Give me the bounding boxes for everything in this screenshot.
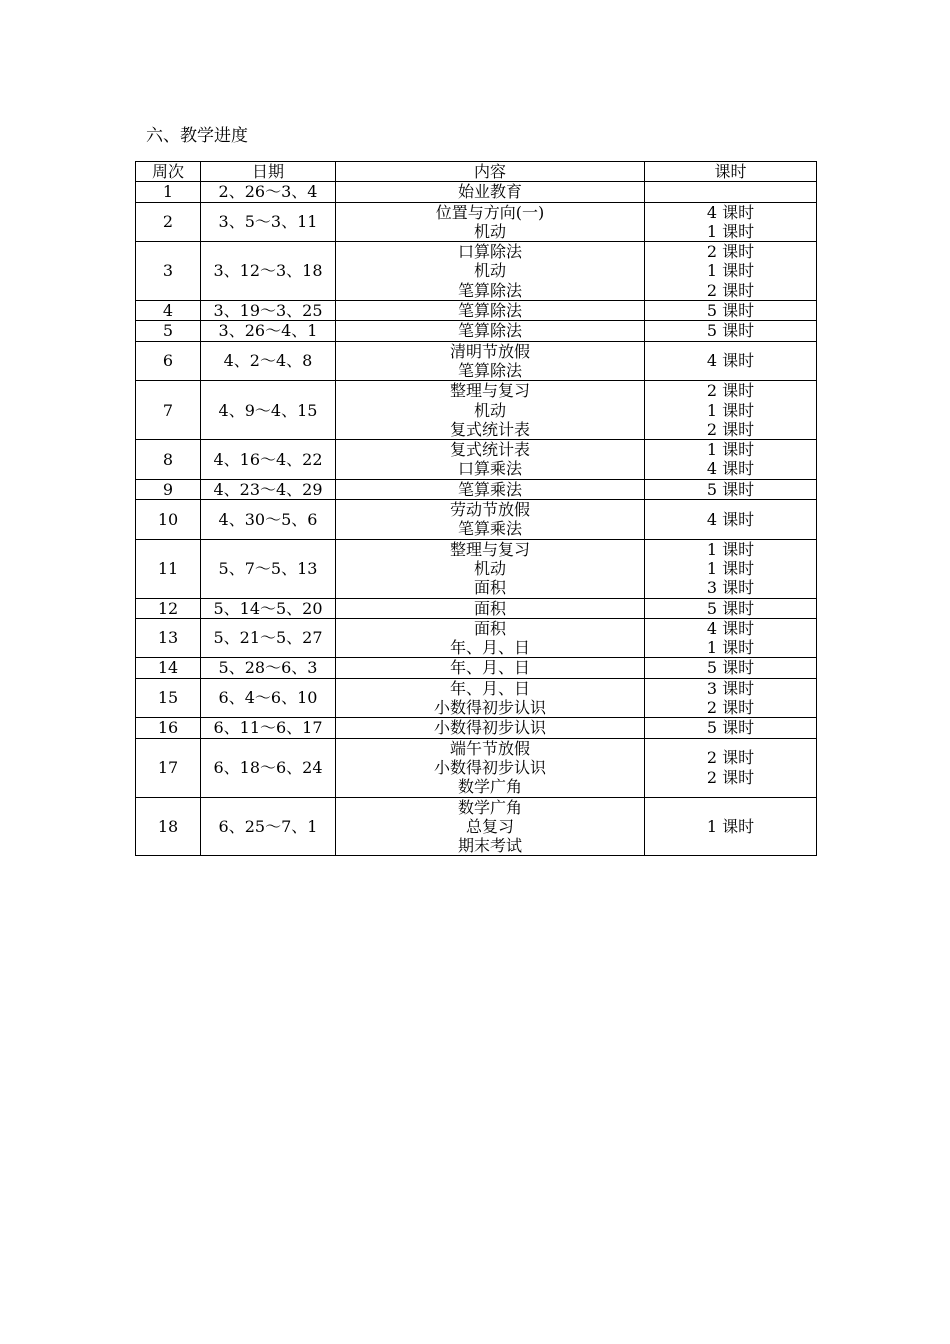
hours-line: 4 课时 — [706, 459, 755, 479]
content-line: 年、月、日 — [449, 658, 530, 678]
hours-line: 2 课时 — [706, 419, 755, 439]
hours-cell — [645, 242, 817, 301]
content-cell — [336, 321, 645, 341]
content-line: 笔算除法 — [457, 360, 522, 380]
content-cell — [336, 678, 645, 718]
content-line: 整理与复习 — [449, 381, 530, 401]
hours-cell — [645, 718, 817, 738]
date-cell: 3、12～3、18 — [201, 242, 336, 301]
hours-cell — [645, 797, 817, 856]
hours-line: 4 课时 — [706, 351, 755, 371]
date-cell: 4、16～4、22 — [201, 440, 336, 480]
content-cell — [336, 182, 645, 202]
hours-line: 2 课时 — [706, 381, 755, 401]
week-cell: 6 — [136, 341, 201, 381]
hours-cell — [645, 321, 817, 341]
content-cell — [336, 598, 645, 618]
content-cell — [336, 242, 645, 301]
content-line: 劳动节放假 — [449, 500, 530, 520]
table-row — [136, 301, 817, 321]
table-row — [136, 182, 817, 202]
content-cell — [336, 479, 645, 499]
date-cell: 3、19～3、25 — [201, 301, 336, 321]
hours-cell — [645, 381, 817, 440]
content-line: 端午节放假 — [449, 738, 530, 758]
date-cell: 4、9～4、15 — [201, 381, 336, 440]
content-line: 面积 — [473, 598, 506, 618]
hours-line: 3 课时 — [706, 578, 755, 598]
hours-cell — [645, 678, 817, 718]
content-line: 清明节放假 — [449, 341, 530, 361]
hours-line: 5 课时 — [706, 718, 755, 738]
content-line: 面积 — [473, 578, 506, 598]
table-header-row — [136, 162, 817, 182]
table-row — [136, 618, 817, 658]
header-date: 日期 — [201, 162, 336, 182]
date-cell: 2、26～3、4 — [201, 182, 336, 202]
week-cell: 2 — [136, 202, 201, 242]
week-cell: 9 — [136, 479, 201, 499]
content-cell — [336, 738, 645, 797]
date-cell: 5、21～5、27 — [201, 618, 336, 658]
hours-line: 4 课时 — [706, 202, 755, 222]
header-content: 内容 — [336, 162, 645, 182]
hours-line: 2 课时 — [706, 698, 755, 718]
date-cell: 3、5～3、11 — [201, 202, 336, 242]
table-row — [136, 381, 817, 440]
week-cell: 5 — [136, 321, 201, 341]
content-line: 笔算乘法 — [457, 479, 522, 499]
week-cell: 18 — [136, 797, 201, 856]
content-line: 始业教育 — [457, 182, 522, 202]
hours-line: 2 课时 — [706, 748, 755, 768]
content-cell — [336, 381, 645, 440]
table-row — [136, 797, 817, 856]
hours-cell — [645, 618, 817, 658]
content-line: 复式统计表 — [449, 419, 530, 439]
table-body — [136, 182, 817, 856]
content-line: 期末考试 — [457, 836, 522, 856]
hours-line: 4 课时 — [706, 509, 755, 529]
content-line: 笔算乘法 — [457, 519, 522, 539]
week-cell: 4 — [136, 301, 201, 321]
date-cell: 3、26～4、1 — [201, 321, 336, 341]
hours-cell — [645, 658, 817, 678]
table-row — [136, 440, 817, 480]
hours-line: 5 课时 — [706, 479, 755, 499]
week-cell: 10 — [136, 500, 201, 540]
content-line: 年、月、日 — [449, 678, 530, 698]
hours-line: 1 课时 — [706, 221, 755, 241]
hours-line: 2 课时 — [706, 242, 755, 262]
week-cell: 1 — [136, 182, 201, 202]
content-line: 机动 — [473, 400, 506, 420]
table-row — [136, 738, 817, 797]
content-line: 总复习 — [465, 816, 514, 836]
hours-cell — [645, 479, 817, 499]
date-cell: 5、7～5、13 — [201, 539, 336, 598]
content-line: 小数得初步认识 — [433, 698, 546, 718]
content-line: 复式统计表 — [449, 440, 530, 460]
hours-line: 1 课时 — [706, 261, 755, 281]
hours-line: 5 课时 — [706, 658, 755, 678]
hours-line: 5 课时 — [706, 598, 755, 618]
table-row — [136, 658, 817, 678]
content-cell — [336, 618, 645, 658]
table-row — [136, 718, 817, 738]
page-title: 六、教学进度 — [146, 126, 248, 146]
date-cell: 6、18～6、24 — [201, 738, 336, 797]
hours-cell — [645, 440, 817, 480]
table-row — [136, 341, 817, 381]
content-line: 年、月、日 — [449, 638, 530, 658]
week-cell: 17 — [136, 738, 201, 797]
hours-cell — [645, 539, 817, 598]
content-line: 笔算除法 — [457, 301, 522, 321]
hours-line: 5 课时 — [706, 301, 755, 321]
hours-cell — [645, 738, 817, 797]
week-cell: 12 — [136, 598, 201, 618]
header-hours: 课时 — [645, 162, 817, 182]
header-week: 周次 — [136, 162, 201, 182]
hours-line: 4 课时 — [706, 618, 755, 638]
content-line: 数学广角 — [457, 777, 522, 797]
table-row — [136, 678, 817, 718]
hours-cell — [645, 598, 817, 618]
date-cell: 5、28～6、3 — [201, 658, 336, 678]
content-line: 口算除法 — [457, 242, 522, 262]
date-cell: 6、11～6、17 — [201, 718, 336, 738]
hours-cell — [645, 341, 817, 381]
table-row — [136, 202, 817, 242]
content-cell — [336, 718, 645, 738]
content-line: 笔算除法 — [457, 321, 522, 341]
content-line: 数学广角 — [457, 797, 522, 817]
date-cell: 4、30～5、6 — [201, 500, 336, 540]
date-cell: 5、14～5、20 — [201, 598, 336, 618]
hours-line: 1 课时 — [706, 816, 755, 836]
hours-line: 1 课时 — [706, 539, 755, 559]
date-cell: 4、23～4、29 — [201, 479, 336, 499]
hours-line: 2 课时 — [706, 280, 755, 300]
week-cell: 16 — [136, 718, 201, 738]
content-cell — [336, 341, 645, 381]
content-cell — [336, 658, 645, 678]
content-line: 面积 — [473, 618, 506, 638]
hours-cell — [645, 500, 817, 540]
content-line: 机动 — [473, 558, 506, 578]
week-cell: 8 — [136, 440, 201, 480]
week-cell: 14 — [136, 658, 201, 678]
hours-cell — [645, 182, 817, 202]
content-line: 位置与方向(一) — [435, 202, 545, 222]
week-cell: 11 — [136, 539, 201, 598]
content-line: 整理与复习 — [449, 539, 530, 559]
hours-line: 1 课时 — [706, 558, 755, 578]
content-line: 口算乘法 — [457, 459, 522, 479]
content-line: 小数得初步认识 — [433, 757, 546, 777]
date-cell: 4、2～4、8 — [201, 341, 336, 381]
content-cell — [336, 500, 645, 540]
week-cell: 15 — [136, 678, 201, 718]
table-row — [136, 242, 817, 301]
table-row — [136, 479, 817, 499]
hours-cell — [645, 301, 817, 321]
table-row — [136, 500, 817, 540]
content-cell — [336, 202, 645, 242]
table-row — [136, 598, 817, 618]
hours-line: 3 课时 — [706, 678, 755, 698]
hours-line: 1 课时 — [706, 638, 755, 658]
content-cell — [336, 440, 645, 480]
content-cell — [336, 539, 645, 598]
table-row — [136, 321, 817, 341]
hours-line: 1 课时 — [706, 440, 755, 460]
schedule-table — [135, 161, 817, 856]
table-row — [136, 539, 817, 598]
hours-line: 5 课时 — [706, 321, 755, 341]
content-line: 机动 — [473, 261, 506, 281]
week-cell: 13 — [136, 618, 201, 658]
content-cell — [336, 301, 645, 321]
hours-cell — [645, 202, 817, 242]
hours-line: 1 课时 — [706, 400, 755, 420]
date-cell: 6、4～6、10 — [201, 678, 336, 718]
date-cell: 6、25～7、1 — [201, 797, 336, 856]
hours-line: 2 课时 — [706, 767, 755, 787]
content-line: 机动 — [473, 221, 506, 241]
content-line: 小数得初步认识 — [433, 718, 546, 738]
content-cell — [336, 797, 645, 856]
content-line: 笔算除法 — [457, 280, 522, 300]
week-cell: 7 — [136, 381, 201, 440]
week-cell: 3 — [136, 242, 201, 301]
